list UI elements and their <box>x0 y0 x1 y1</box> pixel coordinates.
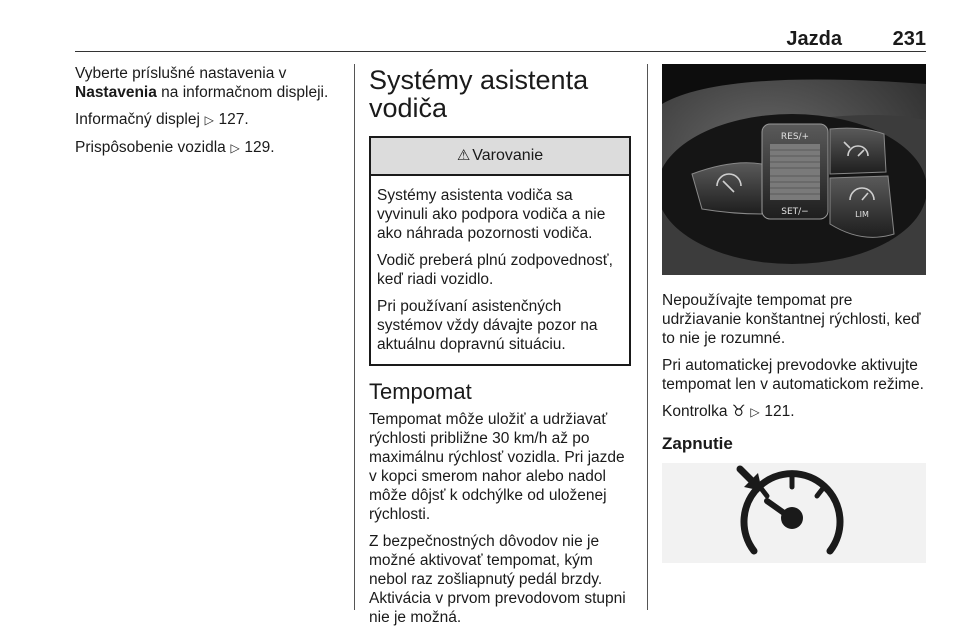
cruise-on-button-icon <box>662 463 926 563</box>
section-heading: Systémy asistenta vodiča <box>369 65 589 123</box>
header-rule <box>75 51 926 52</box>
settings-paragraph: Vyberte príslušné nastavenia v Nastavenia na informačnom displeji. <box>75 65 329 101</box>
column-3 <box>662 64 926 563</box>
reference-page-link[interactable]: 129. <box>244 139 275 156</box>
body-paragraph: Tempomat môže uložiť a udržiavať rýchlosti približne 30 km/h až po maximálnu rýchlosť vozidla. Pri jazde v kopci smerom nahor alebo nadol môže dôjsť k odchýlke od uloženej rýchlosti. <box>369 411 625 523</box>
subsection-heading: Zapnutie <box>662 434 733 453</box>
subsection-heading: Tempomat <box>369 379 472 404</box>
page-number: 231 <box>892 28 926 50</box>
indicator-reference: Kontrolka ♉ ▷ 121. <box>662 403 795 420</box>
body-paragraph: Z bezpečnostných dôvodov nie je možné aktivovať tempomat, kým nebol raz zošliapnutý pedál brzdy. Aktivácia v prvom prevodovom stupni nie je možná. <box>369 533 626 626</box>
warning-paragraph: Systémy asistenta vodiča sa vyvinuli ako podpora vodiča a nie ako náhrada pozornosti vodiča. <box>377 187 606 242</box>
warning-body <box>371 176 629 364</box>
set-label: SET/− <box>781 207 809 217</box>
warning-title: Varovanie <box>472 147 544 164</box>
column-2 <box>369 64 633 635</box>
press-arrow-icon <box>740 469 762 491</box>
res-label: RES/+ <box>780 132 810 142</box>
section-title: Jazda <box>786 28 842 50</box>
steering-wheel-illustration <box>662 64 926 275</box>
column-1 <box>75 64 341 166</box>
body-paragraph: Pri automatickej prevodovke aktivujte tempomat len v automatickom režime. <box>662 357 924 393</box>
lim-label: LIM <box>855 210 869 219</box>
column-divider-1 <box>354 64 355 610</box>
vehicle-personalisation-reference: Prispôsobenie vozidla ▷ 129. <box>75 139 275 156</box>
reference-page-link[interactable]: 121. <box>764 403 795 420</box>
cruise-control-indicator-icon: ♉ <box>731 403 746 420</box>
warning-paragraph: Pri používaní asistenčných systémov vždy dávajte pozor na aktuálnu dopravnú situáciu. <box>377 298 598 353</box>
cross-reference-icon: ▷ <box>230 141 240 155</box>
body-paragraph: Nepoužívajte tempomat pre udržiavanie konštantnej rýchlosti, keď to nie je rozumné. <box>662 292 921 347</box>
warning-icon: ⚠ <box>456 147 471 164</box>
settings-term: Nastavenia <box>75 84 157 101</box>
reference-page-link[interactable]: 127. <box>218 111 249 128</box>
info-display-reference: Informačný displej ▷ 127. <box>75 111 249 128</box>
cross-reference-icon: ▷ <box>750 405 760 419</box>
column-divider-2 <box>647 64 648 610</box>
cross-reference-icon: ▷ <box>204 113 214 127</box>
steering-wheel-controls-figure <box>662 64 926 275</box>
warning-header <box>371 138 629 176</box>
warning-box <box>369 136 631 366</box>
page-header <box>75 26 926 50</box>
cruise-on-button-figure <box>662 463 926 563</box>
warning-paragraph: Vodič preberá plnú zodpovednosť, keď riadi vozidlo. <box>377 252 613 288</box>
